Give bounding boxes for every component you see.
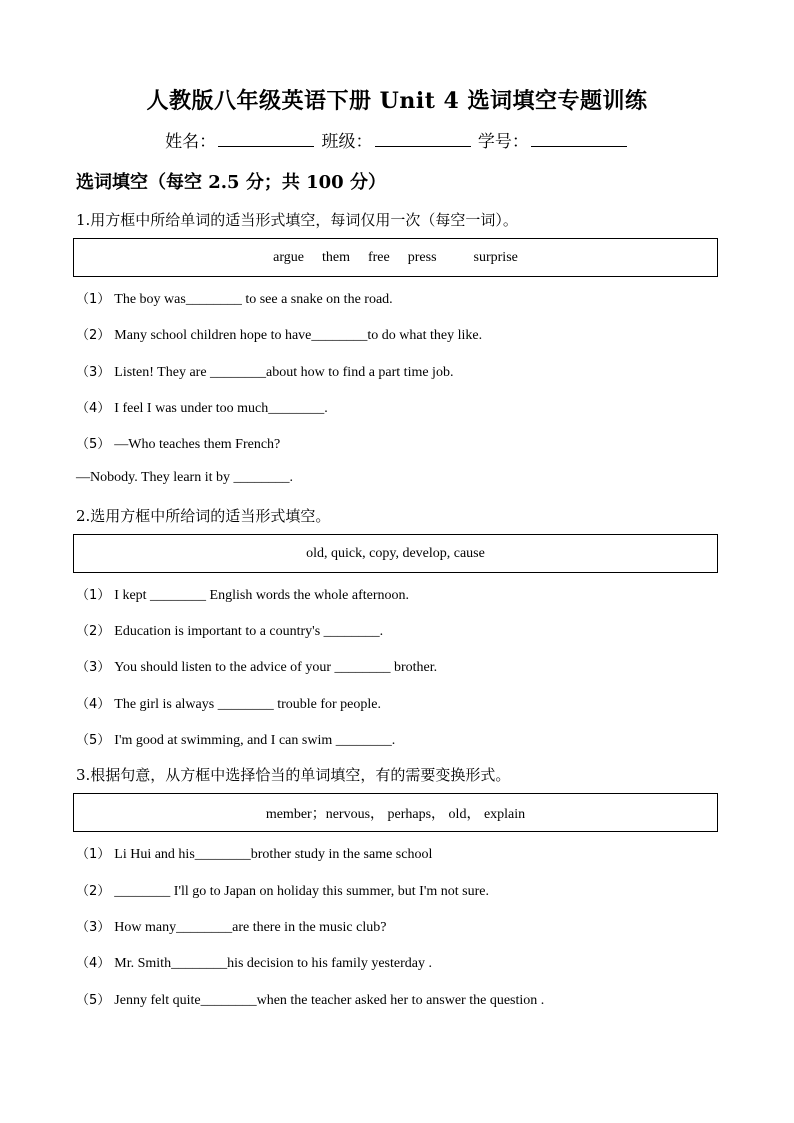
item-text: Mr. Smith________his decision to his family yesterday . bbox=[114, 956, 432, 971]
q2-item-2 bbox=[76, 620, 383, 640]
q2-item-4 bbox=[76, 693, 381, 713]
item-number: （4） bbox=[76, 697, 111, 712]
name-blank[interactable] bbox=[218, 132, 314, 147]
q1-item-5 bbox=[76, 433, 280, 453]
item-number: （3） bbox=[76, 365, 111, 380]
q3-item-5 bbox=[76, 989, 544, 1009]
q2-item-1 bbox=[76, 584, 409, 604]
item-number: （2） bbox=[76, 328, 111, 343]
item-text: —Who teaches them French? bbox=[114, 437, 281, 452]
q3-heading: 3.根据句意，从方框中选择恰当的单词填空，有的需要变换形式。 bbox=[76, 766, 511, 784]
item-text: Li Hui and his________brother study in the same school bbox=[114, 847, 433, 862]
item-text: I feel I was under too much________. bbox=[114, 401, 328, 416]
q1-word: surprise bbox=[473, 249, 518, 265]
q1-word: argue bbox=[273, 249, 304, 265]
q3-item-2 bbox=[76, 880, 489, 900]
class-label: 班级： bbox=[321, 132, 373, 152]
q3-item-4 bbox=[76, 952, 432, 972]
item-text: I kept ________ English words the whole afternoon. bbox=[114, 588, 410, 603]
q1-item-1 bbox=[76, 288, 393, 308]
q2-item-5 bbox=[76, 729, 395, 749]
item-number: （4） bbox=[76, 401, 111, 416]
item-number: （2） bbox=[76, 624, 111, 639]
item-number: （5） bbox=[76, 437, 111, 452]
item-text: Listen! They are ________about how to find a part time job. bbox=[114, 365, 454, 380]
item-number: （2） bbox=[76, 884, 111, 899]
q1-item-4 bbox=[76, 397, 328, 417]
section-title: 选词填空（每空 2.5 分；共 100 分） bbox=[76, 172, 386, 193]
item-text: How many________are there in the music club? bbox=[114, 920, 387, 935]
q1-item-2 bbox=[76, 324, 482, 344]
item-text: I'm good at swimming, and I can swim ________. bbox=[114, 733, 396, 748]
item-number: （4） bbox=[76, 956, 111, 971]
q1-heading: 1.用方框中所给单词的适当形式填空，每词仅用一次（每空一词）。 bbox=[76, 211, 518, 229]
item-text: You should listen to the advice of your ________ brother. bbox=[114, 660, 438, 675]
id-label: 学号： bbox=[477, 132, 529, 152]
class-blank[interactable] bbox=[375, 132, 471, 147]
q1-word-box bbox=[73, 238, 718, 277]
q1-item-3 bbox=[76, 361, 453, 381]
item-text: ________ I'll go to Japan on holiday this summer, but I'm not sure. bbox=[114, 884, 489, 899]
item-number: （1） bbox=[76, 588, 111, 603]
item-text: The boy was________ to see a snake on the road. bbox=[114, 292, 393, 307]
item-number: （5） bbox=[76, 993, 111, 1008]
q2-word-box: old, quick, copy, develop, cause bbox=[73, 534, 718, 573]
item-number: （5） bbox=[76, 733, 111, 748]
item-text: Many school children hope to have________to do what they like. bbox=[114, 328, 483, 343]
q3-word-box: member；nervous， perhaps， old， explain bbox=[73, 793, 718, 832]
q3-item-3 bbox=[76, 916, 386, 936]
name-label: 姓名： bbox=[165, 132, 217, 152]
student-info-row bbox=[0, 127, 794, 152]
q1-answer-line: —Nobody. They learn it by ________. bbox=[76, 470, 293, 485]
item-number: （3） bbox=[76, 920, 111, 935]
item-number: （1） bbox=[76, 292, 111, 307]
id-blank[interactable] bbox=[531, 132, 627, 147]
q3-item-1 bbox=[76, 843, 432, 863]
item-number: （1） bbox=[76, 847, 111, 862]
item-text: Jenny felt quite________when the teacher asked her to answer the question . bbox=[114, 993, 545, 1008]
item-text: Education is important to a country's ________. bbox=[114, 624, 384, 639]
page-title: 人教版八年级英语下册 Unit 4 选词填空专题训练 bbox=[146, 88, 648, 114]
q2-item-3 bbox=[76, 656, 437, 676]
item-number: （3） bbox=[76, 660, 111, 675]
q1-word: them bbox=[321, 249, 350, 265]
item-text: The girl is always ________ trouble for people. bbox=[114, 697, 381, 712]
q2-heading: 2.选用方框中所给词的适当形式填空。 bbox=[76, 507, 331, 525]
q1-word: free bbox=[367, 249, 390, 265]
q1-word: press bbox=[407, 249, 437, 265]
